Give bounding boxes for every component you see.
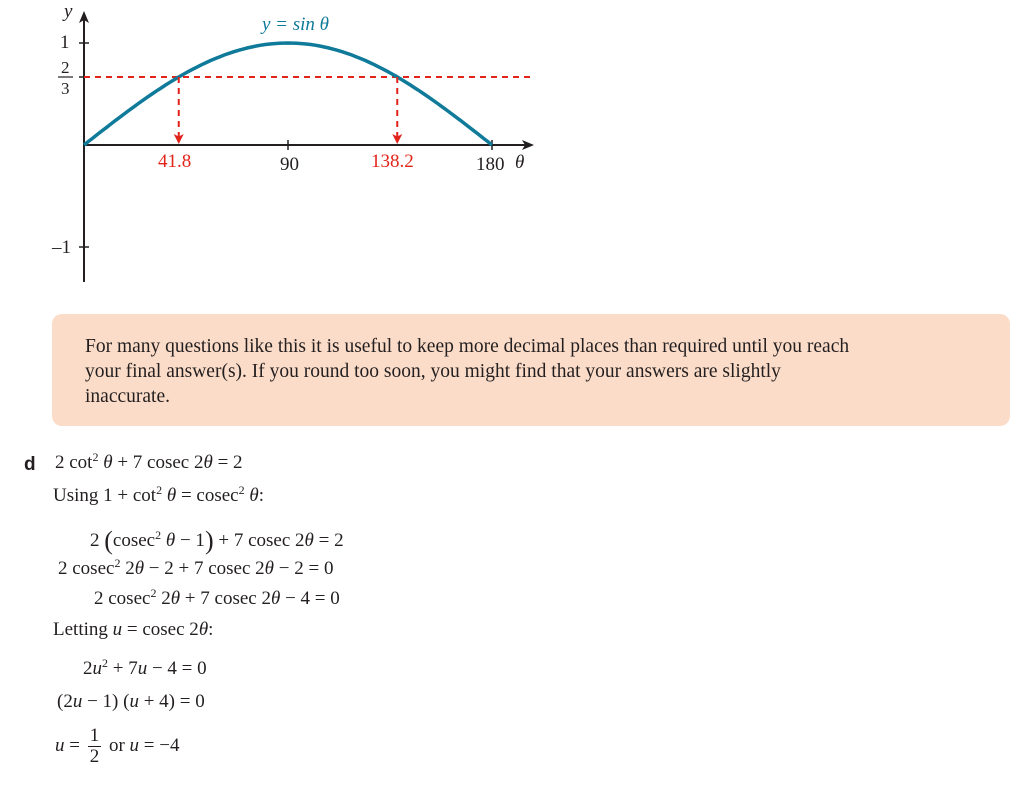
solution-part-d xyxy=(0,446,1024,792)
step-identity: Using $1 + \cot^2 \theta = cosec^2$ θ: xyxy=(53,483,264,506)
tip-box xyxy=(52,314,1010,426)
step-substitute: 2 (cosec$^2$ θ − 1) + 7 cosec 2θ = 2 xyxy=(90,526,344,555)
tip-line-3: inaccurate. xyxy=(85,386,170,407)
tip-line-1: For many questions like this it is useful to keep more decimal places than required until you reach xyxy=(85,336,850,357)
step-equation: 2 $\cot^2 \theta + 7$ cosec 2θ = 2 xyxy=(55,450,243,473)
step-simplify: 2 cosec$^2$ 2θ + 7 cosec 2θ − 4 = 0 xyxy=(94,586,340,609)
svg-text:2: 2 xyxy=(61,58,70,77)
sine-curve xyxy=(84,43,492,145)
step-factorise: (2u − 1) (u + 4) = 0 xyxy=(57,691,205,712)
intersection-label-2: 138.2 xyxy=(371,151,414,172)
svg-text:3: 3 xyxy=(61,79,70,98)
step-letting: Letting u = cosec 2θ: xyxy=(53,619,214,640)
curve-label: y = sin θ xyxy=(262,14,330,35)
sine-graph xyxy=(0,0,560,300)
step-expand: 2 cosec$^2$ 2θ − 2 + 7 cosec 2θ − 2 = 0 xyxy=(58,556,334,579)
axes xyxy=(84,13,532,282)
part-label: d xyxy=(24,454,36,475)
y-tick-label-two-thirds xyxy=(58,58,73,98)
x-axis-label: θ xyxy=(515,152,525,173)
y-axis-label: y xyxy=(64,1,73,22)
x-tick-label-90: 90 xyxy=(280,154,299,175)
step-roots: u = $\frac{1}{2}$ or u = −4 xyxy=(55,725,180,767)
intersection-label-1: 41.8 xyxy=(158,151,192,172)
y-tick-label-1: 1 xyxy=(60,32,70,53)
fraction-one-half: $\frac{1}{2}$ xyxy=(89,725,100,767)
graph-labels xyxy=(51,1,524,258)
y-tick-label-minus-1: –1 xyxy=(52,237,71,258)
intersection-markers xyxy=(179,77,398,143)
x-tick-label-180: 180 xyxy=(476,154,505,175)
step-quadratic: $2u^2 + 7u - 4 = 0$ xyxy=(83,656,207,679)
tip-line-2: your final answer(s). If you round too soon, you might find that your answers are slightly xyxy=(85,361,781,382)
